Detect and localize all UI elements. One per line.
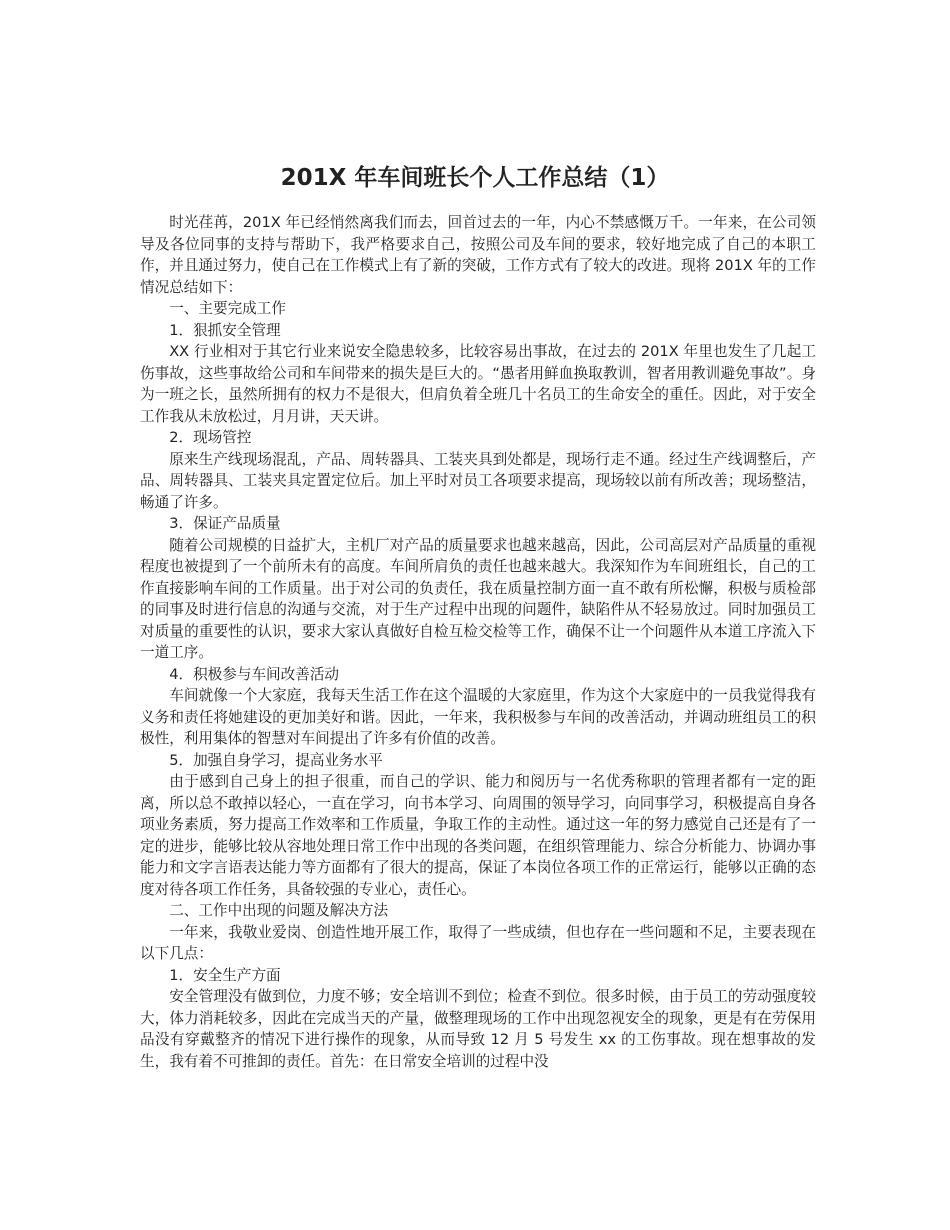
subsection-heading: 4．积极参与车间改善活动 [169,665,340,683]
subsection-heading: 1．狠抓安全管理 [169,321,281,339]
paragraph: XX 行业相对于其它行业来说安全隐患较多，比较容易出事故，在过去的 201X 年里也发生了几起工伤事故，这些事故给公司和车间带来的损失是巨大的。“愚者用鲜血换取教训，智者用教训避免事故”。身为一班之长，虽然所拥有的权力不是很大，但肩负着全班几十名员工的生命安全的重任。因此，对于安全工作我从未放松过，月月讲，天天讲。 [140,343,816,425]
paragraph: 一年来，我敬业爱岗、创造性地开展工作，取得了一些成绩，但也存在一些问题和不足，主要表现在以下几点： [140,923,816,962]
paragraph: 安全管理没有做到位，力度不够；安全培训不到位；检查不到位。很多时候，由于员工的劳动强度较大，体力消耗较多，因此在完成当天的产量，做整理现场的工作中出现忽视安全的现象，更是有在劳保用品没有穿戴整齐的情况下进行操作的现象，从而导致 12 月 5 号发生 xx 的工伤事故。现在想事故的发生，我有着不可推卸的责任。首先：在日常安全培训的过程中没 [140,988,816,1070]
paragraph: 原来生产线现场混乱，产品、周转器具、工装夹具到处都是，现场行走不通。经过生产线调整后，产品、周转器具、工装夹具定置定位后。加上平时对员工各项要求提高，现场较以前有所改善；现场整洁，畅通了许多。 [140,450,816,511]
document-body [140,212,816,1072]
paragraph: 时光荏苒，201X 年已经悄然离我们而去，回首过去的一年，内心不禁感慨万千。一年来，在公司领导及各位同事的支持与帮助下，我严格要求自己，按照公司及车间的要求，较好地完成了自己的本职工作，并且通过努力，使自己在工作模式上有了新的突破，工作方式有了较大的改进。现将 201X 年的工作情况总结如下： [140,214,816,296]
section-heading: 一、主要完成工作 [169,300,286,317]
paragraph: 由于感到自己身上的担子很重，而自己的学识、能力和阅历与一名优秀称职的管理者都有一定的距离，所以总不敢掉以轻心，一直在学习，向书本学习、向周围的领导学习，向同事学习，积极提高自身各项业务素质，努力提高工作效率和工作质量，争取工作的主动性。通过这一年的努力感觉自己还是有了一定的进步，能够比较从容地处理日常工作中出现的各类问题，在组织管理能力、综合分析能力、协调办事能力和文字言语表达能力等方面都有了很大的提高，保证了本岗位各项工作的正常运行，能够以正确的态度对待各项工作任务，具备较强的专业心，责任心。 [140,773,816,898]
section-heading: 二、工作中出现的问题及解决方法 [169,902,389,919]
document-title: 201X 年车间班长个人工作总结（1） [280,165,670,191]
paragraph: 车间就像一个大家庭，我每天生活工作在这个温暖的大家庭里，作为这个大家庭中的一员我觉得我有义务和责任将她建设的更加美好和谐。因此，一年来，我积极参与车间的改善活动，并调动班组员工的积极性，利用集体的智慧对车间提出了许多有价值的改善。 [140,687,816,747]
paragraph: 随着公司规模的日益扩大，主机厂对产品的质量要求也越来越高，因此，公司高层对产品质量的重视程度也被提到了一个前所未有的高度。车间所肩负的责任也越来越大。我深知作为车间班组长，自己的工作直接影响车间的工作质量。出于对公司的负责任，我在质量控制方面一直不敢有所松懈，积极与质检部的同事及时进行信息的沟通与交流，对于生产过程中出现的问题件，缺陷件从不轻易放过。同时加强员工对质量的重要性的认识，要求大家认真做好自检互检交检等工作，确保不让一个问题件从本道工序流入下一道工序。 [140,536,816,661]
subsection-heading: 5．加强自身学习，提高业务水平 [169,751,383,769]
subsection-heading: 3．保证产品质量 [169,515,281,532]
subsection-heading: 1．安全生产方面 [169,966,281,984]
subsection-heading: 2．现场管控 [169,429,252,446]
